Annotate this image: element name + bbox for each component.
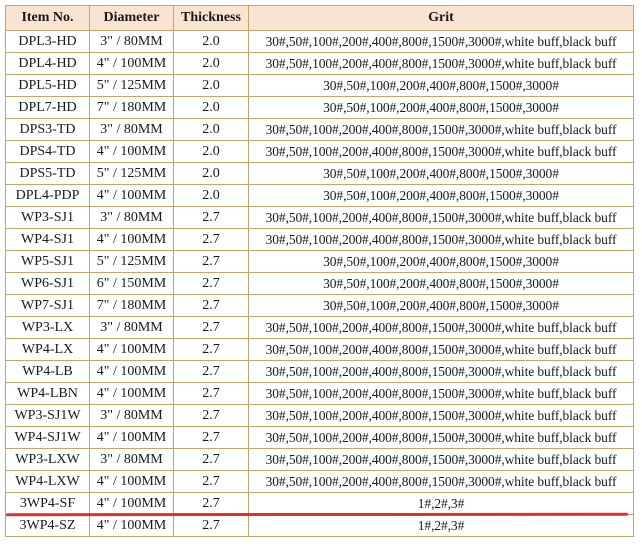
- table-row: [6, 383, 634, 405]
- cell-item-no: WP7-SJ1: [6, 295, 90, 317]
- cell-grit: 30#,50#,100#,200#,400#,800#,1500#,3000#,white buff,black buff: [249, 31, 634, 53]
- cell-diameter: 7" / 180MM: [90, 97, 174, 119]
- header-row: [6, 6, 634, 31]
- cell-diameter: 4" / 100MM: [90, 493, 174, 515]
- cell-item-no: DPL4-HD: [6, 53, 90, 75]
- cell-grit: 30#,50#,100#,200#,400#,800#,1500#,3000#: [249, 75, 634, 97]
- cell-thickness: 2.7: [174, 317, 249, 339]
- cell-thickness: 2.7: [174, 273, 249, 295]
- table-row: [6, 493, 634, 515]
- cell-item-no: DPS5-TD: [6, 163, 90, 185]
- cell-item-no: DPS3-TD: [6, 119, 90, 141]
- cell-item-no: WP3-SJ1W: [6, 405, 90, 427]
- table-row: [6, 339, 634, 361]
- header-diameter: Diameter: [90, 6, 174, 31]
- cell-thickness: 2.0: [174, 185, 249, 207]
- table-row: [6, 185, 634, 207]
- cell-grit: 30#,50#,100#,200#,400#,800#,1500#,3000#,white buff,black buff: [249, 405, 634, 427]
- red-highlight-line: [6, 513, 628, 517]
- cell-grit: 30#,50#,100#,200#,400#,800#,1500#,3000#,white buff,black buff: [249, 339, 634, 361]
- table-row: [6, 273, 634, 295]
- table-row: [6, 361, 634, 383]
- cell-thickness: 2.7: [174, 427, 249, 449]
- cell-diameter: 5" / 125MM: [90, 163, 174, 185]
- cell-thickness: 2.7: [174, 229, 249, 251]
- cell-diameter: 5" / 125MM: [90, 251, 174, 273]
- cell-thickness: 2.7: [174, 251, 249, 273]
- cell-diameter: 4" / 100MM: [90, 185, 174, 207]
- cell-grit: 30#,50#,100#,200#,400#,800#,1500#,3000#,white buff,black buff: [249, 383, 634, 405]
- cell-diameter: 4" / 100MM: [90, 471, 174, 493]
- cell-thickness: 2.0: [174, 31, 249, 53]
- table-row: [6, 317, 634, 339]
- cell-diameter: 3" / 80MM: [90, 31, 174, 53]
- table-row: [6, 97, 634, 119]
- cell-item-no: WP4-LX: [6, 339, 90, 361]
- cell-thickness: 2.7: [174, 515, 249, 537]
- cell-item-no: WP3-LXW: [6, 449, 90, 471]
- cell-item-no: WP4-LBN: [6, 383, 90, 405]
- cell-grit: 1#,2#,3#: [249, 515, 634, 537]
- table-row: [6, 427, 634, 449]
- table-row: [6, 471, 634, 493]
- table-row: [6, 31, 634, 53]
- cell-item-no: DPS4-TD: [6, 141, 90, 163]
- grit-spec-table: [5, 5, 634, 537]
- cell-item-no: WP6-SJ1: [6, 273, 90, 295]
- cell-diameter: 3" / 80MM: [90, 317, 174, 339]
- table-row: [6, 405, 634, 427]
- cell-grit: 30#,50#,100#,200#,400#,800#,1500#,3000#,white buff,black buff: [249, 449, 634, 471]
- cell-grit: 30#,50#,100#,200#,400#,800#,1500#,3000#: [249, 295, 634, 317]
- cell-diameter: 4" / 100MM: [90, 383, 174, 405]
- cell-diameter: 4" / 100MM: [90, 53, 174, 75]
- cell-item-no: WP4-SJ1W: [6, 427, 90, 449]
- table-row: [6, 251, 634, 273]
- cell-grit: 30#,50#,100#,200#,400#,800#,1500#,3000#: [249, 251, 634, 273]
- cell-item-no: WP4-LXW: [6, 471, 90, 493]
- cell-grit: 30#,50#,100#,200#,400#,800#,1500#,3000#,white buff,black buff: [249, 119, 634, 141]
- cell-thickness: 2.7: [174, 295, 249, 317]
- cell-grit: 30#,50#,100#,200#,400#,800#,1500#,3000#: [249, 163, 634, 185]
- cell-diameter: 4" / 100MM: [90, 339, 174, 361]
- cell-thickness: 2.0: [174, 163, 249, 185]
- cell-grit: 30#,50#,100#,200#,400#,800#,1500#,3000#: [249, 185, 634, 207]
- cell-grit: 30#,50#,100#,200#,400#,800#,1500#,3000#,white buff,black buff: [249, 317, 634, 339]
- cell-grit: 1#,2#,3#: [249, 493, 634, 515]
- table-row: [6, 449, 634, 471]
- cell-thickness: 2.7: [174, 493, 249, 515]
- cell-diameter: 3" / 80MM: [90, 207, 174, 229]
- table-row: [6, 515, 634, 537]
- cell-item-no: WP4-SJ1: [6, 229, 90, 251]
- cell-diameter: 3" / 80MM: [90, 119, 174, 141]
- header-thickness: Thickness: [174, 6, 249, 31]
- cell-grit: 30#,50#,100#,200#,400#,800#,1500#,3000#,white buff,black buff: [249, 141, 634, 163]
- cell-grit: 30#,50#,100#,200#,400#,800#,1500#,3000#,white buff,black buff: [249, 207, 634, 229]
- cell-item-no: WP3-SJ1: [6, 207, 90, 229]
- cell-thickness: 2.7: [174, 361, 249, 383]
- cell-item-no: DPL3-HD: [6, 31, 90, 53]
- cell-item-no: WP4-LB: [6, 361, 90, 383]
- cell-item-no: 3WP4-SZ: [6, 515, 90, 537]
- cell-thickness: 2.0: [174, 75, 249, 97]
- cell-diameter: 4" / 100MM: [90, 361, 174, 383]
- cell-diameter: 4" / 100MM: [90, 141, 174, 163]
- cell-item-no: DPL7-HD: [6, 97, 90, 119]
- table-row: [6, 119, 634, 141]
- table-row: [6, 141, 634, 163]
- cell-diameter: 4" / 100MM: [90, 427, 174, 449]
- cell-grit: 30#,50#,100#,200#,400#,800#,1500#,3000#,white buff,black buff: [249, 427, 634, 449]
- cell-diameter: 7" / 180MM: [90, 295, 174, 317]
- cell-diameter: 4" / 100MM: [90, 229, 174, 251]
- cell-thickness: 2.7: [174, 207, 249, 229]
- cell-grit: 30#,50#,100#,200#,400#,800#,1500#,3000#,white buff,black buff: [249, 53, 634, 75]
- cell-thickness: 2.7: [174, 471, 249, 493]
- cell-thickness: 2.0: [174, 119, 249, 141]
- cell-grit: 30#,50#,100#,200#,400#,800#,1500#,3000#,white buff,black buff: [249, 229, 634, 251]
- table-row: [6, 53, 634, 75]
- cell-grit: 30#,50#,100#,200#,400#,800#,1500#,3000#,white buff,black buff: [249, 361, 634, 383]
- cell-thickness: 2.7: [174, 383, 249, 405]
- cell-thickness: 2.7: [174, 405, 249, 427]
- table-row: [6, 207, 634, 229]
- table-row: [6, 163, 634, 185]
- table-row: [6, 75, 634, 97]
- cell-item-no: DPL4-PDP: [6, 185, 90, 207]
- cell-thickness: 2.0: [174, 53, 249, 75]
- header-grit: Grit: [249, 6, 634, 31]
- cell-thickness: 2.0: [174, 97, 249, 119]
- table-row: [6, 229, 634, 251]
- cell-grit: 30#,50#,100#,200#,400#,800#,1500#,3000#,white buff,black buff: [249, 471, 634, 493]
- cell-diameter: 5" / 125MM: [90, 75, 174, 97]
- cell-diameter: 4" / 100MM: [90, 515, 174, 537]
- cell-grit: 30#,50#,100#,200#,400#,800#,1500#,3000#: [249, 273, 634, 295]
- table-row: [6, 295, 634, 317]
- cell-item-no: WP3-LX: [6, 317, 90, 339]
- header-item-no: Item No.: [6, 6, 90, 31]
- cell-diameter: 3" / 80MM: [90, 405, 174, 427]
- cell-thickness: 2.0: [174, 141, 249, 163]
- cell-diameter: 3" / 80MM: [90, 449, 174, 471]
- cell-thickness: 2.7: [174, 339, 249, 361]
- cell-diameter: 6" / 150MM: [90, 273, 174, 295]
- cell-item-no: WP5-SJ1: [6, 251, 90, 273]
- cell-grit: 30#,50#,100#,200#,400#,800#,1500#,3000#: [249, 97, 634, 119]
- cell-item-no: 3WP4-SF: [6, 493, 90, 515]
- cell-item-no: DPL5-HD: [6, 75, 90, 97]
- cell-thickness: 2.7: [174, 449, 249, 471]
